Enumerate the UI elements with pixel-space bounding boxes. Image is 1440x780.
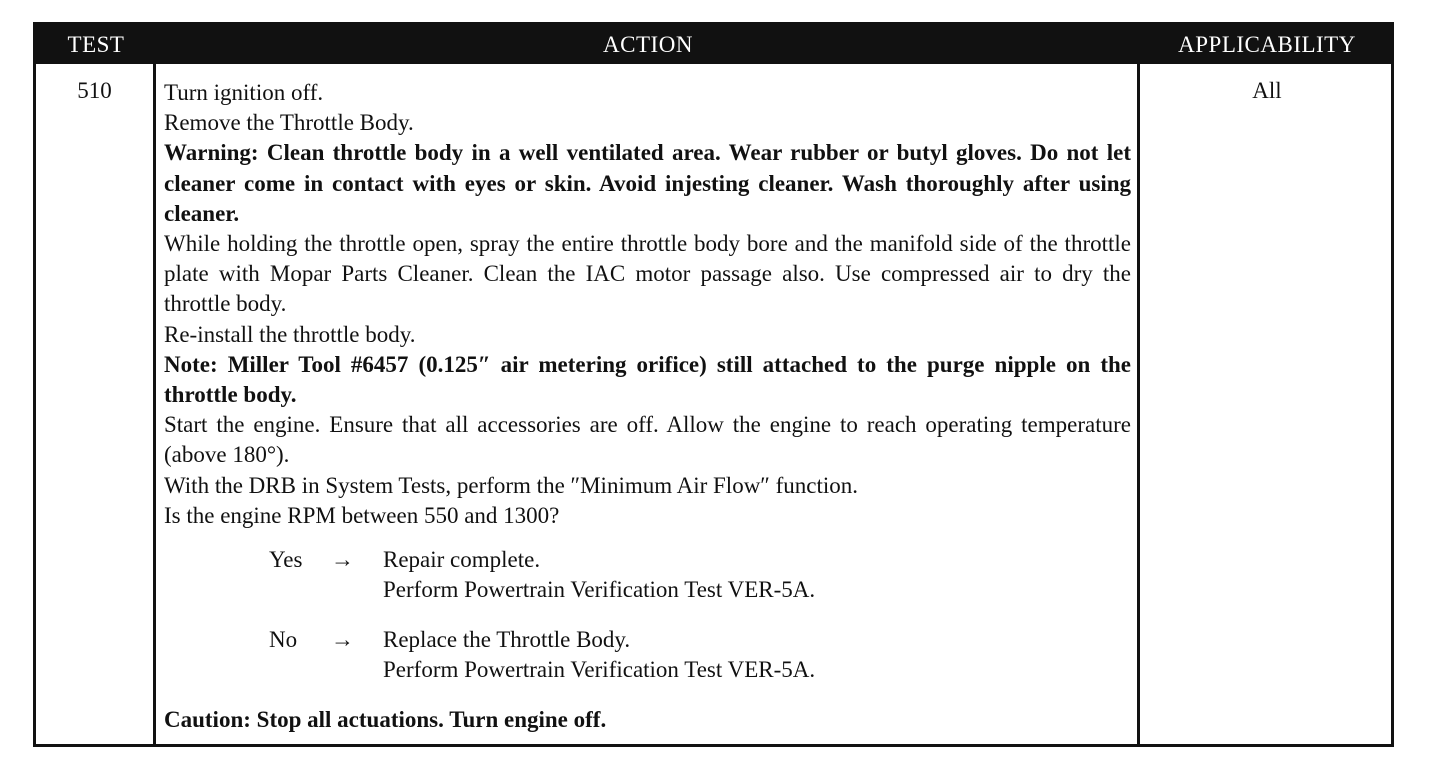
- outcomes: [164, 545, 1131, 685]
- step-drb-function: With the DRB in System Tests, perform the ″Minimum Air Flow″ function.: [164, 472, 859, 498]
- test-number: 510: [77, 78, 112, 103]
- step-ignition-off: Turn ignition off.: [164, 80, 324, 105]
- outcome-yes: [164, 545, 1131, 605]
- step-start-engine: Start the engine. Ensure that all accessories are off. Allow the engine to reach operating temperature (above 180°).: [164, 412, 1131, 468]
- warning-text: Warning: Clean throttle body in a well ventilated area. Wear rubber or butyl gloves. Do not let cleaner come in contact with eyes or skin. Avoid injesting cleaner. Wash thoroughly after using cleaner.: [164, 140, 1131, 226]
- header-action: ACTION: [603, 32, 693, 57]
- outcome-no: [164, 625, 1131, 685]
- right-arrow-icon: →: [331, 547, 354, 573]
- outcome-result: [383, 625, 815, 685]
- outcome-result: [383, 545, 815, 605]
- step-remove-throttle-body: Remove the Throttle Body.: [164, 110, 414, 136]
- column-divider: [153, 64, 156, 744]
- applicability-value: All: [1252, 78, 1282, 103]
- step-reinstall: Re-install the throttle body.: [164, 321, 416, 347]
- step-spray-cleaner: While holding the throttle open, spray the entire throttle body bore and the manifold side of the throttle plate with Mopar Parts Cleaner. Clean the IAC motor passage also. Use compressed air to dry the throttle body.: [164, 231, 1131, 317]
- outcome-result-line: Perform Powertrain Verification Test VER-5A.: [383, 577, 816, 603]
- outcome-result-line: Replace the Throttle Body.: [383, 627, 631, 653]
- column-divider: [1137, 64, 1140, 744]
- header-test: TEST: [67, 32, 125, 57]
- table-header: [36, 25, 1391, 64]
- header-applicability: APPLICABILITY: [1178, 32, 1356, 57]
- note-text: Note: Miller Tool #6457 (0.125″ air metering orifice) still attached to the purge nipple on the throttle body.: [164, 351, 1131, 408]
- outcome-result-line: Repair complete.: [383, 547, 541, 573]
- outcome-answer: No: [269, 627, 298, 653]
- question-text: Is the engine RPM between 550 and 1300?: [164, 502, 560, 528]
- right-arrow-icon: →: [331, 627, 354, 653]
- caution-text: Caution: Stop all actuations. Turn engine off.: [164, 707, 607, 733]
- outcome-answer: Yes: [269, 547, 303, 573]
- outcome-result-line: Perform Powertrain Verification Test VER-5A.: [383, 657, 816, 683]
- action-cell: [164, 78, 1131, 735]
- diagnostic-test-table: [33, 22, 1394, 747]
